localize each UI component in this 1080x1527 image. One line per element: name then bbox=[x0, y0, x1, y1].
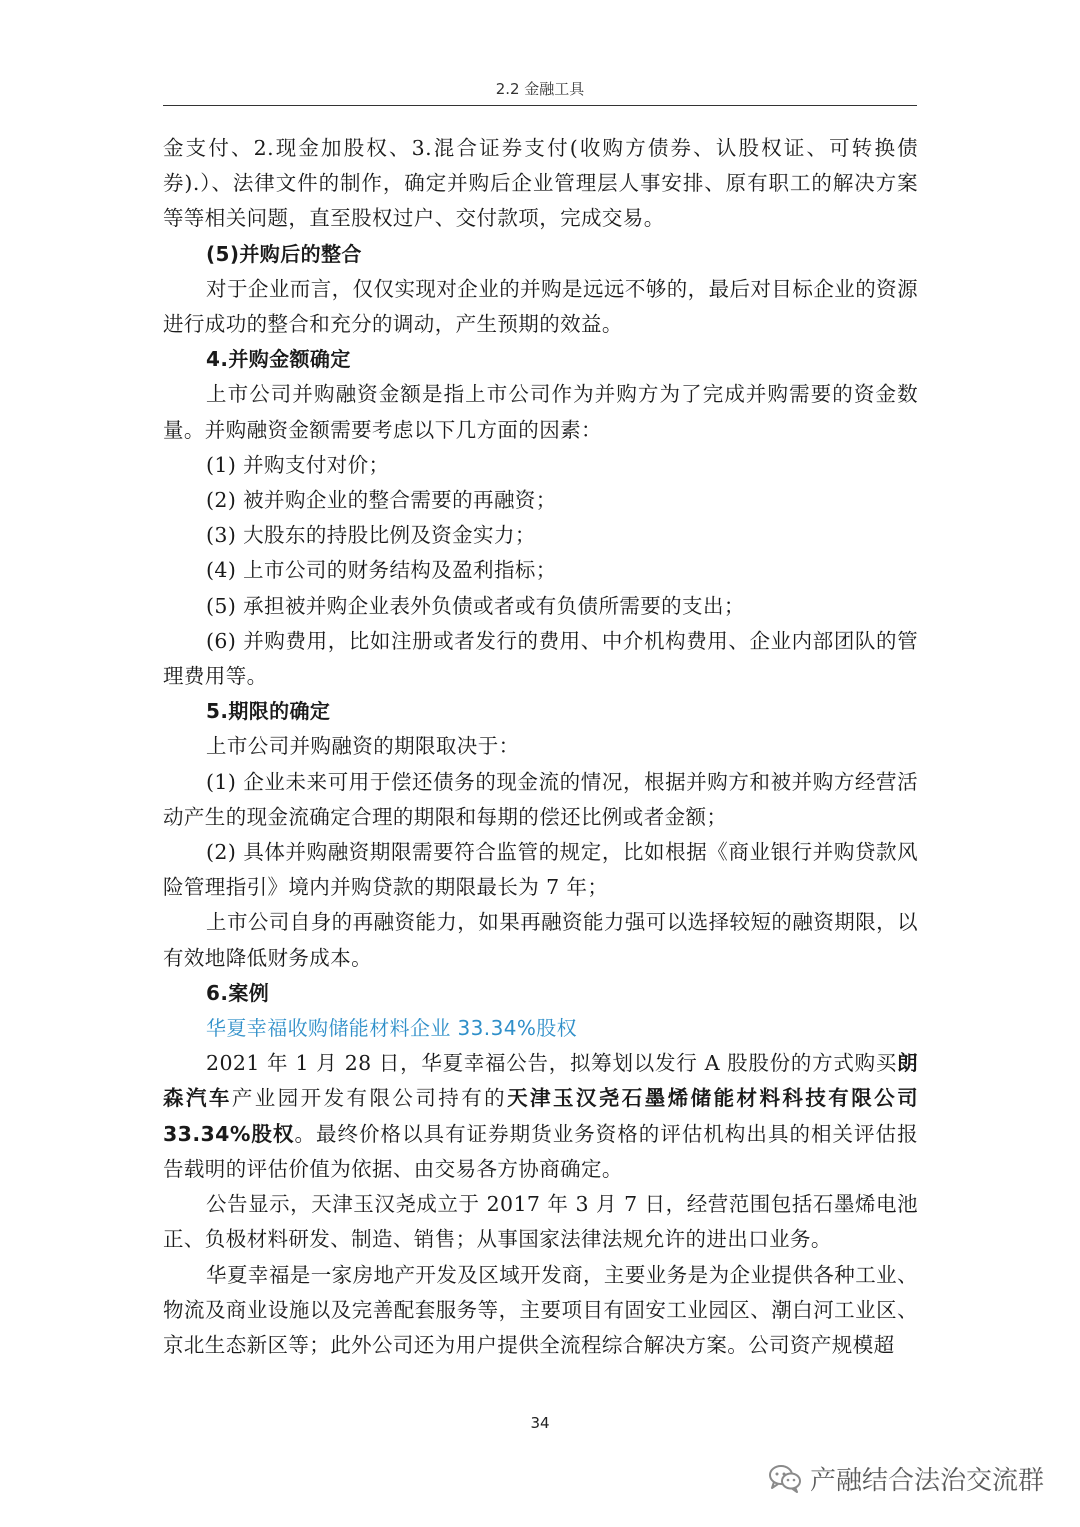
page-header: 2.2 金融工具 bbox=[495, 80, 585, 98]
list-item: (6) 并购费用，比如注册或者发行的费用、中介机构费用、企业内部团队的管理费用等。 bbox=[163, 628, 918, 689]
paragraph bbox=[163, 1046, 918, 1187]
case-title: 华夏幸福收购储能材料企业 33.34%股权 bbox=[206, 1016, 578, 1041]
section-heading: 4.并购金额确定 bbox=[206, 347, 351, 372]
paragraph: 上市公司并购融资的期限取决于： bbox=[206, 734, 520, 759]
section-heading: (5)并购后的整合 bbox=[206, 241, 362, 266]
paragraph: 金支付、2.现金加股权、3.混合证券支付(收购方债券、认股权证、可转换债券).）、法律文件的制作，确定并购后企业管理层人事安排、原有职工的解决方案等等相关问题，直至股权过户、交付款项，完成交易。 bbox=[163, 136, 918, 231]
bold-text: 朗森汽车 bbox=[163, 1051, 918, 1111]
text-run: 。最终价格以具有证券期货业务资格的评估机构出具的相关评估报告载明的评估价值为依据、由交易各方协商确定。 bbox=[163, 1121, 918, 1181]
watermark-text: 产融结合法治交流群 bbox=[809, 1465, 1044, 1496]
section-heading: 6.案例 bbox=[206, 980, 270, 1005]
paragraph: 上市公司自身的再融资能力，如果再融资能力强可以选择较短的融资期限，以有效地降低财务成本。 bbox=[163, 910, 918, 970]
header-divider bbox=[163, 105, 917, 106]
bold-text: 天津玉汉尧石墨烯储能材料科技有限公司 33.34%股权 bbox=[163, 1086, 918, 1146]
watermark bbox=[768, 1458, 1044, 1498]
page-body bbox=[163, 131, 918, 1363]
list-item: (4) 上市公司的财务结构及盈利指标； bbox=[206, 558, 557, 583]
paragraph: 公告显示，天津玉汉尧成立于 2017 年 3 月 7 日，经营范围包括石墨烯电池正、负极材料研发、制造、销售；从事国家法律法规允许的进出口业务。 bbox=[163, 1192, 918, 1252]
list-item: (1) 并购支付对价； bbox=[206, 452, 390, 477]
text-run: 2021 年 1 月 28 日，华夏幸福公告，拟筹划以发行 A 股股份的方式购买 bbox=[206, 1051, 898, 1076]
paragraph: 对于企业而言，仅仅实现对企业的并购是远远不够的，最后对目标企业的资源进行成功的整合和充分的调动，产生预期的效益。 bbox=[163, 276, 918, 337]
paragraph: 上市公司并购融资金额是指上市公司作为并购方为了完成并购需要的资金数量。并购融资金额需要考虑以下几方面的因素： bbox=[163, 382, 918, 442]
page-number: 34 bbox=[530, 1414, 550, 1432]
text-run: 产业园开发有限公司持有的 bbox=[231, 1086, 508, 1111]
list-item: (2) 被并购企业的整合需要的再融资； bbox=[206, 488, 557, 513]
list-item: (2) 具体并购融资期限需要符合监管的规定，比如根据《商业银行并购贷款风险管理指引》境内并购贷款的期限最长为 7 年； bbox=[163, 840, 918, 900]
paragraph: 华夏幸福是一家房地产开发及区域开发商，主要业务是为企业提供各种工业、物流及商业设施以及完善配套服务等，主要项目有固安工业园区、潮白河工业区、京北生态新区等；此外公司还为用户提供全流程综合解决方案。公司资产规模超 bbox=[163, 1262, 918, 1357]
wechat-icon bbox=[768, 1463, 802, 1493]
list-item: (1) 企业未来可用于偿还债务的现金流的情况，根据并购方和被并购方经营活动产生的现金流确定合理的期限和每期的偿还比例或者金额； bbox=[163, 769, 918, 829]
list-item: (5) 承担被并购企业表外负债或者或有负债所需要的支出； bbox=[206, 593, 745, 618]
list-item: (3) 大股东的持股比例及资金实力； bbox=[206, 523, 536, 548]
section-heading: 5.期限的确定 bbox=[206, 699, 331, 724]
